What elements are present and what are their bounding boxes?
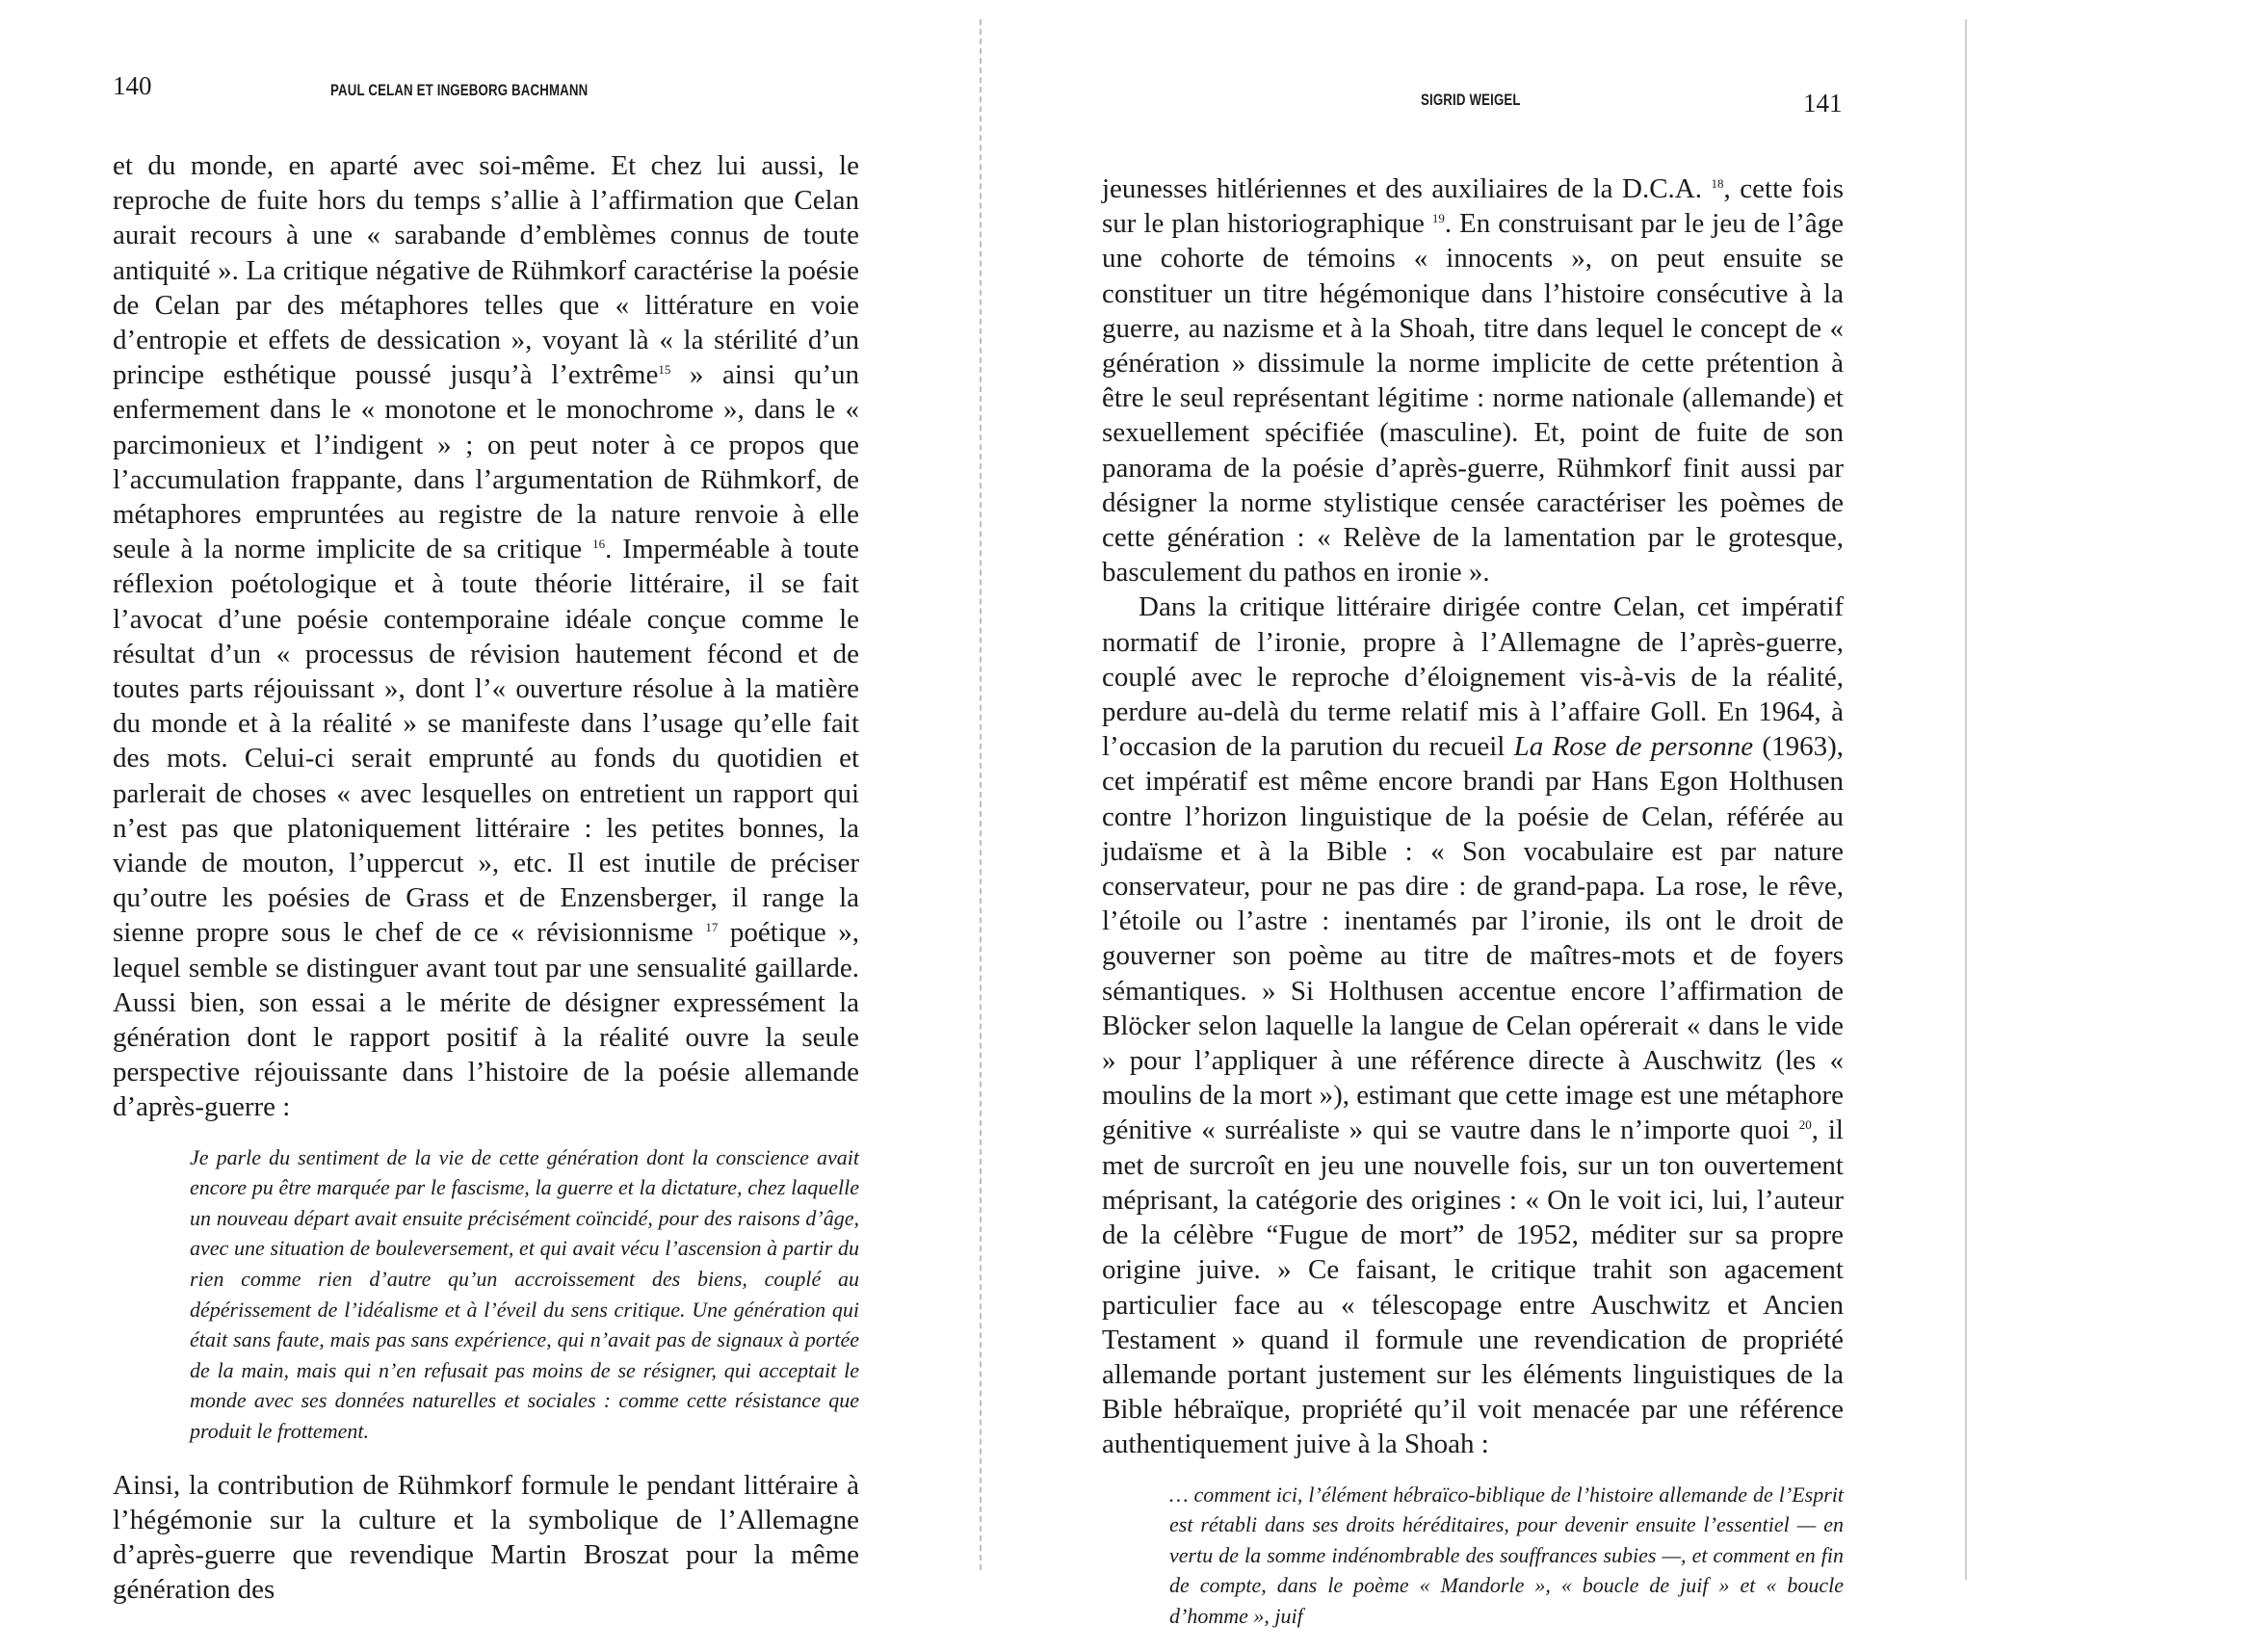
book-title-italic: La Rose de personne xyxy=(1513,731,1754,763)
right-page xyxy=(1002,0,1965,1628)
right-paragraph-1 xyxy=(1102,171,1844,590)
page-edge xyxy=(1965,19,1967,1580)
left-page xyxy=(0,0,963,1606)
page-number-right: 141 xyxy=(1803,89,1843,118)
footnote-ref-17: 17 xyxy=(705,920,719,935)
left-p1-text-c: . Imperméable à toute réflexion poétologique et à toute théorie littéraire, il se fait l’avocat d’une poésie contemporaine idéale conçue comme le résultat d’un « processus de révision hautement fécond et de toutes parts réjouissant », dont l’« ouverture résolue à la matière du monde et à la réalité » se manifeste dans l’usage qu’elle fait des mots. Celui-ci serait emprunté au fonds du quotidien et parlerait de choses « avec lesquelles on entretient un rapport qui n’est pas que platoniquement littéraire : les petites bonnes, la viande de mouton, l’uppercut », etc. Il est inutile de préciser qu’outre les poésies de Grass et de Enzensberger, il range la sienne propre sous le chef de ce « révisionnisme xyxy=(113,534,859,949)
right-p1-text-a: jeunesses hitlériennes et des auxiliaires de la D.C.A. xyxy=(1102,173,1712,204)
footnote-ref-20: 20 xyxy=(1798,1117,1812,1133)
left-p1-text-b: » ainsi qu’un enfermement dans le « monotone et le monochrome », dans le « parcimonieux et l’indigent » ; on peut noter à ce propos que l’accumulation frappante, dans l’argumentation de Rühmkorf, de métaphores empruntées au registre de la nature renvoie à elle seule à la norme implicite de sa critique xyxy=(113,359,859,565)
right-p2-text-c: , il met de surcroît en jeu une nouvelle fois, sur un ton ouvertement méprisant, la catégorie des origines : « On le voit ici, lui, l’auteur de la célèbre “Fugue de mort” de 1952, méditer sur sa propre origine juive. » Ce faisant, le critique trahit son agacement particulier face au « télescopage entre Auschwitz et Ancien Testament » quand il formule une revendication de propriété allemande portant justement sur les éléments linguistiques de la Bible hébraïque, propriété qu’il voit menacée par une référence authentiquement juive à la Shoah : xyxy=(1102,1114,1844,1460)
left-paragraph-2: Ainsi, la contribution de Rühmkorf formule le pendant littéraire à l’hégémonie sur la culture et la symbolique de l’Allemagne d’après-guerre que revendique Martin Broszat pour la même génération des xyxy=(113,1469,859,1606)
footnote-ref-16: 16 xyxy=(592,537,606,552)
left-p1-text-a: et du monde, en aparté avec soi-même. Et chez lui aussi, le reproche de fuite hors du temps s’allie à l’affirmation que Celan aurait recours à une « sarabande d’emblèmes connus de toute antiquité ». La critique négative de Rühmkorf caractérise la poésie de Celan par des métaphores telles que « littérature en voie d’entropie et effets de dessication », voyant là « la stérilité d’un principe esthétique poussé jusqu’à l’extrême xyxy=(113,150,859,391)
right-p1-text-b: , cette fois sur le plan historiographique xyxy=(1102,173,1845,240)
page-number-left: 140 xyxy=(113,71,152,100)
running-head-right: SIGRID WEIGEL xyxy=(1421,91,1521,109)
left-p1-text-d: poétique », lequel semble se distinguer avant tout par une sensualité gaillarde. Aussi bien, son essai a le mérite de désigner expressément la génération dont le rapport positif à la réalité ouvre la seule perspective réjouissante dans l’histoire de la poésie allemande d’après-guerre : xyxy=(113,917,859,1123)
right-block-quote: … comment ici, l’élément hébraïco-biblique de l’histoire allemande de l’Esprit est rétabli dans ses droits héréditaires, pour devenir ensuite l’essentiel — en vertu de la somme indénombrable des souffrances subies —, et comment en fin de compte, dans le poème « Mandorle », « boucle de juif » et « boucle d’homme », juif xyxy=(1169,1482,1844,1628)
running-head-left: PAUL CELAN ET INGEBORG BACHMANN xyxy=(330,81,589,99)
right-paragraph-2 xyxy=(1102,590,1844,1461)
left-block-quote: Je parle du sentiment de la vie de cette génération dont la conscience avait encore pu être marquée par le fascisme, la guerre et la dictature, chez laquelle un nouveau départ avait ensuite précisément coïncidé, pour des raisons d’âge, avec une situation de bouleversement, et qui avait vécu l’ascension à partir du rien comme rien d’autre qu’un accroissement des biens, couplé au dépérissement de l’idéalisme et à l’éveil du sens critique. Une génération qui était sans faute, mais pas sans expérience, qui n’avait pas de signaux à portée de la main, mais qui n’en refusait pas moins de se résigner, qui acceptait le monde avec ses données naturelles et sociales : comme cette résistance que produit le frottement. xyxy=(190,1144,859,1444)
right-p2-text-a: Dans la critique littéraire dirigée contre Celan, cet impératif normatif de l’ironie, propre à l’Allemagne de l’après-guerre, couplé avec le reproche d’éloignement vis-à-vis de la réalité, perdure au-delà du terme relatif mis à l’affaire Goll. En 1964, à l’occasion de la parution du recueil xyxy=(1102,591,1844,763)
footnote-ref-18: 18 xyxy=(1711,176,1724,191)
right-p1-text-c: . En construisant par le jeu de l’âge une cohorte de témoins « innocents », on peut ensuite se constituer un titre hégémonique dans l’histoire consécutive à la guerre, au nazisme et à la Shoah, titre dans lequel le concept de « génération » dissimule la norme implicite de cette prétention à être le seul représentant légitime : norme nationale (allemande) et sexuellement spécifiée (masculine). Et, point de fuite de son panorama de la poésie d’après-guerre, Rühmkorf finit aussi par désigner la norme stylistique censée caractériser les poèmes de cette génération : « Relève de la lamentation par le grotesque, basculement du pathos en ironie ». xyxy=(1102,208,1845,589)
left-body-text xyxy=(113,148,859,1607)
right-p2-text-b: (1963), cet impératif est même encore brandi par Hans Egon Holthusen contre l’horizon linguistique de la poésie de Celan, référée au judaïsme et à la Bible : « Son vocabulaire est par nature conservateur, pour ne pas dire : de grand-papa. La rose, le rêve, l’étoile ou l’astre : inentamés par l’ironie, ils ont le droit de gouverner son poème au titre de maîtres-mots et de foyers sémantiques. » Si Holthusen accentue encore l’affirmation de Blöcker selon laquelle la langue de Celan opérerait « dans le vide » pour l’appliquer à une référence directe à Auschwitz (les « moulins de la mort »), estimant que cette image est une métaphore génitive « surréaliste » qui se vautre dans le n’importe quoi xyxy=(1102,731,1844,1146)
right-body-text xyxy=(1102,171,1844,1652)
left-paragraph-1 xyxy=(113,148,859,1125)
footnote-ref-15: 15 xyxy=(658,362,671,378)
footnote-ref-19: 19 xyxy=(1431,211,1445,226)
page-gutter xyxy=(980,19,982,1570)
